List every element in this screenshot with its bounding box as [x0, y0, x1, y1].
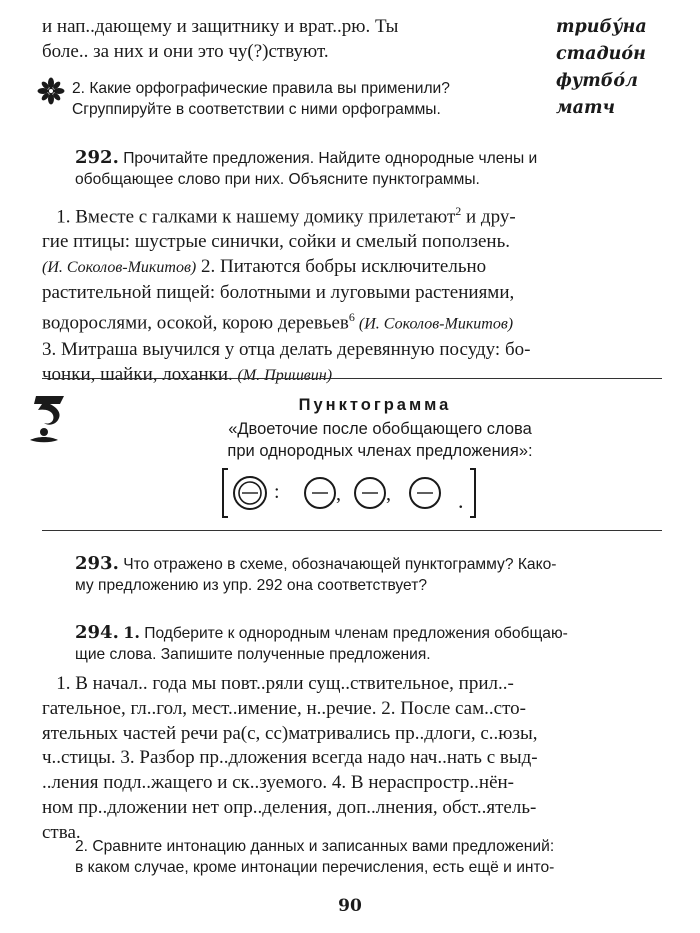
punctogram-subtitle [120, 418, 640, 462]
punctogram-title: Пунктограмма [298, 396, 452, 414]
colon-mark: : [274, 481, 280, 503]
exercise-294-task [75, 622, 675, 665]
text-line: и нап..дающему и защитнику и врат..рю. Ты [42, 16, 399, 37]
sentence-text: 2. Питаются бобры исключительно [196, 256, 487, 278]
sentence-text: ном пр..дложении нет опр..деления, доп..лнения, обст..ятель- [42, 796, 537, 818]
task-text: щие слова. Запишите полученные предложения. [75, 646, 431, 663]
sentence-text: ч..стицы. 3. Разбор пр..дложения всегда надо нач..нать с выд- [42, 747, 538, 769]
sentence-text: 3. Митраша выучился у отца делать деревянную посуду: бо- [42, 338, 531, 360]
sentence-text: ятельных частей речи ра(с, сс)матривались пр..длоги, с..юзы, [42, 722, 538, 744]
sentence-text: растительной пищей: болотными и луговыми растениями, [42, 282, 515, 304]
task-text: Прочитайте предложения. Найдите однородные члены и [123, 150, 538, 167]
source-citation: (М. Пришвин) [237, 366, 333, 384]
top-text [42, 14, 547, 64]
divider [42, 530, 662, 531]
source-citation: (И. Соколов-Микитов) [354, 315, 514, 333]
exercise-292-text [42, 199, 672, 388]
stress-word: футбо́л [556, 71, 638, 91]
stress-word: матч [556, 98, 616, 118]
text-line: при однородных членах предложения»: [227, 442, 533, 460]
exercise-294-question-2 [75, 836, 675, 878]
sentence-text: водорослями, осокой, корою деревьев [42, 312, 349, 334]
sentence-text: чонки, шайки, лоханки. [42, 363, 238, 385]
sentence-text: гие птицы: шустрые синички, сойки и смелый поползень. [42, 231, 510, 253]
stress-word: стадио́н [556, 44, 646, 64]
exercise-292-task [75, 147, 670, 190]
task-text: Подберите к однородным членам предложения обобщаю- [144, 625, 568, 642]
text-line: «Двоеточие после обобщающего слова [228, 420, 532, 438]
sentence-text: гательное, гл..гол, мест..имение, н..речие. 2. После сам..сто- [42, 697, 526, 719]
question-2 [72, 78, 552, 120]
sentence-text: и дру- [461, 206, 516, 228]
divider [42, 378, 662, 379]
exercise-number: 292. [75, 147, 119, 168]
sentence-text: 1. В начал.. года мы повт..ряли сущ..ствительное, прил..- [56, 673, 514, 694]
exercise-293-task [75, 553, 675, 596]
task-text: обобщающее слово при них. Объясните пунктограммы. [75, 171, 480, 188]
period-mark: . [458, 488, 464, 513]
text-line: боле.. за них и они это чу(?)ствуют. [42, 41, 329, 62]
sentence-text: 1. Вместе с галками к нашему домику прилетают [56, 206, 456, 228]
comma-mark: , [386, 483, 391, 505]
sentence-text: ..ления подл..жащего и ск..зуемого. 4. В нераспростр..нён- [42, 772, 515, 794]
page-number: 90 [338, 896, 362, 916]
footnote-mark: 6 [348, 310, 355, 325]
punctogram-icon [24, 392, 74, 452]
flower-icon [36, 76, 66, 106]
exercise-number: 294. [75, 622, 119, 643]
task-text: 2. Сравните интонацию данных и записанных вами предложений: [75, 838, 555, 855]
task-text: в каком случае, кроме интонации перечисления, есть ещё и инто- [75, 859, 555, 876]
sentence-text: ства. [42, 821, 81, 843]
stress-word: трибу́на [556, 17, 647, 37]
source-citation: (И. Соколов-Микитов) [42, 259, 197, 277]
exercise-294-text [42, 672, 672, 846]
footnote-mark: 2 [455, 204, 462, 218]
punctuation-scheme [220, 466, 480, 520]
text-line: Сгруппируйте в соответствии с ними орфограммы. [72, 101, 441, 118]
task-text: му предложению из упр. 292 она соответствует? [75, 577, 428, 594]
subtask-number: 1. [123, 623, 140, 642]
task-text: Что отражено в схеме, обозначающей пунктограмму? Како- [123, 556, 557, 573]
text-line: 2. Какие орфографические правила вы применили? [72, 80, 450, 97]
exercise-number: 293. [75, 553, 119, 574]
comma-mark: , [336, 483, 341, 505]
stress-words-list [556, 14, 681, 122]
